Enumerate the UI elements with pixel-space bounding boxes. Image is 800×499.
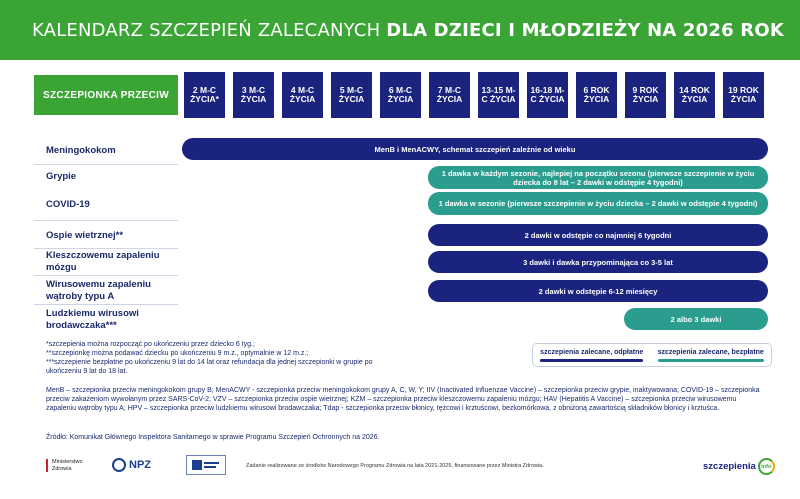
age-header: 7 M-C ŻYCIA xyxy=(429,72,470,118)
page-header xyxy=(0,0,800,60)
ministry-logo: Ministerstwo Zdrowia xyxy=(46,459,86,472)
footnote: **szczepionkę można podawać dziecku po ukończeniu 9 m.z., optymalnie w 12 m.z.; xyxy=(46,350,309,358)
age-header: 16-18 M-C ŻYCIA xyxy=(527,72,568,118)
legend-free xyxy=(658,349,764,361)
row-label-wzw-a: Wirusowemu zapaleniu wątroby typu A xyxy=(46,279,151,302)
footnotes xyxy=(46,340,376,376)
schedule-bar-kleszczowemu: 3 dawki i dawka przypominająca co 3-5 lat xyxy=(428,251,768,273)
age-header: 6 ROK ŻYCIA xyxy=(576,72,617,118)
row-divider xyxy=(34,248,178,249)
age-header: 5 M-C ŻYCIA xyxy=(331,72,372,118)
row-label-covid19: COVID-19 xyxy=(46,199,90,210)
info-circle-icon xyxy=(758,458,775,475)
row-divider xyxy=(34,275,178,276)
title-part-bold: DLA DZIECI I MŁODZIEŻY NA 2026 ROK xyxy=(386,20,785,41)
row-label-kleszczowemu: Kleszczowemu zapaleniu mózgu xyxy=(46,250,160,273)
footnote: ***szczepienie bezpłatne po ukończeniu 9 lat do 14 lat oraz refundacja dla jednej szczepionki w grupie po ukończeniu 9 lat do 18 lat. xyxy=(46,359,373,376)
footer-logos xyxy=(0,450,800,499)
age-header: 2 M-C ŻYCIA* xyxy=(184,72,225,118)
legend-paid xyxy=(540,349,643,361)
age-header: 3 M-C ŻYCIA xyxy=(233,72,274,118)
schedule-bar-hpv: 2 albo 3 dawki xyxy=(624,308,768,330)
row-divider xyxy=(34,164,178,165)
age-header: 14 ROK ŻYCIA xyxy=(674,72,715,118)
source-note: Źródło: Komunikat Głównego Inspektora Sanitarnego w sprawie Programu Szczepień Ochronnych na 2026. xyxy=(46,434,380,441)
row-label-ospie-wietrznej: Ospie wietrznej** xyxy=(46,230,124,241)
row-label-hpv: Ludzkiemu wirusowi brodawczaka*** xyxy=(46,308,139,331)
abbreviations: MenB – szczepionka przeciw meningokokom grupy B; MenACWY - szczepionka przeciw meningokokom grupy A, C, W, Y; IIV (Inactivated Influenzae Vaccine) – szczepionka przeciw grypie, inaktywowana; COVID-19 – szczepionka przeciw zakażeniom wywołanym przez SARS-CoV-2; VZV – szczepionka przeciw ospie wietrznej; KZM – szczepionka przeciw kleszczowemu zapaleniu mózgu; HAV (Hepatitis A Vaccine) – szczepionka przeciw wirusowemu zapaleniu wątroby typu A; HPV – szczepionka przeciw ludzkiemu wirusowi brodawczaka; Tdap - szczepionka przeciw błonicy, tężcowi i krztuścowi, bezkomórkowa, z obniżoną zawartością składników błonicy i krztuśca. xyxy=(46,387,760,413)
schedule-bar-meningokokom: MenB i MenACWY, schemat szczepień zależnie od wieku xyxy=(182,138,768,160)
npz-logo xyxy=(112,458,151,472)
legend-paid-swatch xyxy=(540,359,643,362)
age-header: 6 M-C ŻYCIA xyxy=(380,72,421,118)
legend-free-label: szczepienia zalecane, bezpłatne xyxy=(657,349,764,356)
page-title xyxy=(32,20,784,41)
schedule-bar-wzw-a: 2 dawki w odstępie 6-12 miesięcy xyxy=(428,280,768,302)
row-label-meningokokom: Meningokokom xyxy=(46,145,116,156)
info-suffix-text: info xyxy=(761,463,772,470)
npz-logo-text: NPZ xyxy=(129,459,151,471)
age-header: 4 M-C ŻYCIA xyxy=(282,72,323,118)
age-header: 9 ROK ŻYCIA xyxy=(625,72,666,118)
partner-emblem-icon xyxy=(191,458,221,472)
schedule-bar-grypie: 1 dawka w każdym sezonie, najlepiej na początku sezonu (pierwsze szczepienie w życiu dziecka do 8 lat – 2 dawki w odstępie 4 tygodni) xyxy=(428,166,768,189)
row-divider xyxy=(34,304,178,305)
title-part-light: KALENDARZ SZCZEPIEŃ ZALECANYCH xyxy=(32,20,381,41)
age-header: 19 ROK ŻYCIA xyxy=(723,72,764,118)
legend-paid-label: szczepienia zalecane, odpłatne xyxy=(540,349,644,356)
schedule-bar-covid19: 1 dawka w sezonie (pierwsze szczepienie w życiu dziecka – 2 dawki w odstępie 4 tygodni) xyxy=(428,192,768,215)
legend-free-swatch xyxy=(658,359,764,362)
schedule-bar-ospie-wietrznej: 2 dawki w odstępie co najmniej 6 tygodni xyxy=(428,224,768,246)
npz-mark-icon xyxy=(112,458,126,472)
szczepienia-info-logo xyxy=(703,458,775,475)
vaccine-column-header: SZCZEPIONKA PRZECIW xyxy=(34,75,178,115)
partner-logo-icon xyxy=(186,455,226,475)
row-label-grypie: Grypie xyxy=(46,171,77,182)
legend xyxy=(532,343,772,367)
szczepienia-logo-text: szczepienia xyxy=(703,461,756,472)
age-header: 13-15 M-C ŻYCIA xyxy=(478,72,519,118)
funding-note: Zadanie realizowane ze środków Narodowego Programu Zdrowia na lata 2021-2025, finansowane przez Ministra Zdrowia. xyxy=(246,463,544,469)
row-divider xyxy=(34,220,178,221)
footnote: *szczepienia można rozpocząć po ukończeniu przez dziecko 6 tyg.; xyxy=(46,341,255,348)
